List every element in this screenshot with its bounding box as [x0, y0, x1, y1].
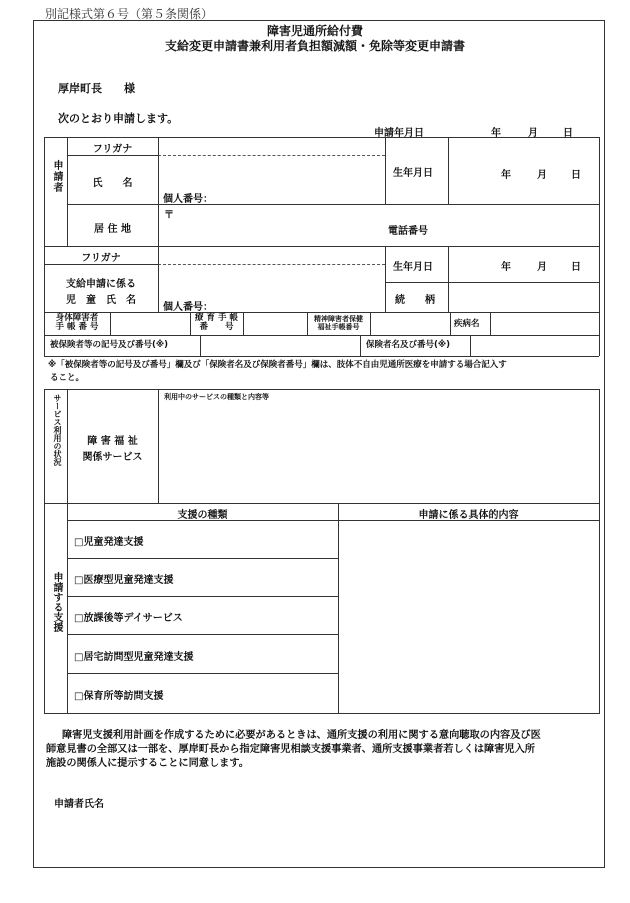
child-name-label-1: 支給申請に係る — [66, 279, 136, 290]
support-type-header: 支援の種類 — [177, 510, 228, 521]
insured-number-label: 被保険者等の記号及び番号(※) — [50, 340, 169, 350]
service-side-label: サービス利用の状況 — [53, 394, 62, 466]
form-number: 別記様式第６号（第５条関係） — [45, 7, 214, 21]
addressee: 厚岸町長 様 — [58, 82, 135, 95]
child-birth-year: 年 — [501, 262, 511, 273]
service-label-1: 障 害 福 祉 — [87, 436, 138, 447]
support-item-home-visit-development[interactable]: □居宅訪問型児童発達支援 — [74, 652, 194, 663]
support-item-medical-child-development[interactable]: □医療型児童発達支援 — [74, 575, 174, 586]
insurer-label: 保険者名及び番号(※) — [366, 340, 451, 350]
note-line-2: ること。 — [50, 373, 85, 383]
note-line-1: ※「被保険者等の記号及び番号」欄及び「保険者名及び保険者番号」欄は、肢体不自由児通所医療を申請する場合記入す — [48, 360, 507, 370]
consent-line-3: 施設の関係人に提示することに同意します。 — [46, 758, 249, 769]
child-birth-month: 月 — [537, 262, 547, 273]
applicant-my-number-label: 個人番号： — [163, 194, 213, 205]
support-item-after-school-day-service[interactable]: □放課後等デイサービス — [74, 613, 183, 624]
applicant-address-label: 居 住 地 — [94, 224, 131, 235]
service-label-2: 関係サービス — [82, 452, 143, 463]
postal-mark: 〒 — [164, 210, 174, 221]
support-side-label: 申請する支援 — [51, 572, 62, 632]
child-furigana-label: フリガナ — [81, 253, 121, 264]
applicant-name-label: 氏 名 — [92, 178, 133, 189]
child-my-number-label: 個人番号： — [163, 302, 213, 313]
support-item-child-development[interactable]: □児童発達支援 — [74, 537, 144, 548]
applicant-birth-month: 月 — [537, 170, 547, 181]
relation-label: 続 柄 — [395, 295, 435, 306]
physical-handbook-label: 身体障害者 手 帳 番 号 — [55, 313, 99, 332]
mental-handbook-label: 精神障害者保健 福祉手帳番号 — [314, 315, 363, 331]
child-birth-label: 生年月日 — [393, 262, 433, 273]
phone-label: 電話番号 — [388, 226, 428, 237]
applicant-side-label: 申請者 — [51, 160, 62, 193]
intro-text: 次のとおり申請します。 — [58, 112, 179, 125]
applicant-birth-year: 年 — [501, 170, 511, 181]
application-date-label: 申請年月日 — [374, 128, 424, 139]
date-month-unit: 月 — [528, 128, 538, 139]
disease-label: 疾病名 — [454, 319, 480, 329]
applicant-furigana-label: フリガナ — [92, 144, 133, 155]
service-field-note: 利用中のサービスの種類と内容等 — [164, 393, 269, 401]
child-birth-day: 日 — [571, 262, 581, 273]
consent-line-2: 師意見書の全部又は一部を、厚岸町長から指定障害児相談支援事業者、通所支援事業者若しくは障害児入所 — [46, 744, 535, 755]
support-detail-header: 申請に係る具体的内容 — [418, 510, 519, 521]
consent-line-1: 障害児支援利用計画を作成するために必要があるときは、通所支援の利用に関する意向聴取の内容及び医 — [62, 730, 541, 741]
date-year-unit: 年 — [491, 128, 501, 139]
form-subtitle: 支給変更申請書兼利用者負担額減額・免除等変更申請書 — [164, 39, 465, 53]
applicant-birth-day: 日 — [571, 170, 581, 181]
signer-name-label: 申請者氏名 — [54, 799, 104, 810]
date-day-unit: 日 — [563, 128, 573, 139]
rehab-handbook-label: 療 育 手 帳 番 号 — [195, 313, 238, 332]
applicant-birth-label: 生年月日 — [393, 168, 433, 179]
support-item-nursery-visit[interactable]: □保育所等訪問支援 — [74, 691, 164, 702]
child-name-label-2: 児 童 氏 名 — [66, 295, 136, 306]
form-title: 障害児通所給付費 — [266, 24, 363, 38]
